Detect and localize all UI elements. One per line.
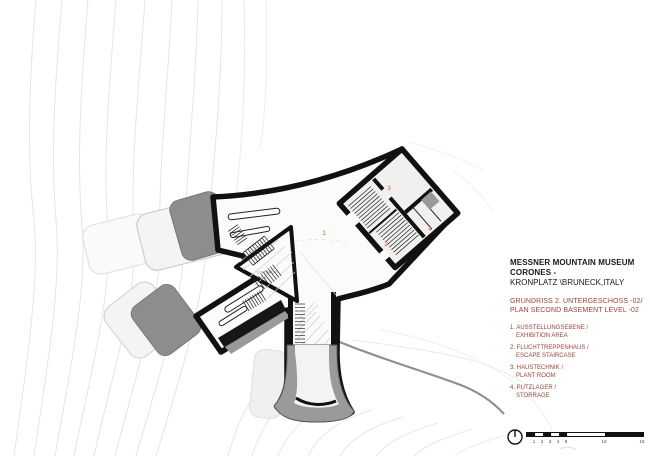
north-indicator-icon [506,428,524,446]
legend-item-de: 3. HAUSTECHNIK / [510,365,564,371]
legend-item-storage [510,384,645,400]
void-label-line2: VOID [259,276,268,280]
legend-item-en: PLANT ROOM [516,373,556,379]
legend-item-escape-staircase [510,344,645,360]
legend-item-de: 2. FLUCHTTREPPENHAUS / [510,345,589,351]
legend-item-en: STORRAGE [516,393,550,399]
legend [510,324,645,400]
scale-segment [551,433,559,436]
scale-segment [567,433,605,436]
room-number-exhibition: 1 [322,230,326,237]
scale-bar [526,432,644,437]
scale-segment [559,433,567,436]
scale-tick: 2 [540,439,544,444]
info-panel [510,258,645,404]
legend-item-de: 1. AUSSTELLUNGSEBENE / [510,325,589,331]
project-location: KRONPLATZ \BRUNECK,ITALY [510,278,625,287]
scale-tick: 4 [556,439,560,444]
project-title-line1: MESSNER MOUNTAIN MUSEUM [510,258,635,267]
legend-item-de: 4. PUTZLAGER / [510,385,557,391]
scale-tick: 1 [532,439,536,444]
scale-tick: 3 [548,439,552,444]
scale-segment [527,433,535,436]
room-number-storage: 4 [428,226,432,233]
project-title-line2: CORONES - [510,268,557,277]
scale-tick-labels [526,439,646,447]
room-number-escape-stair: 2 [384,241,388,248]
legend-item-en: ESCAPE STAIRCASE [516,353,576,359]
void-label-line1: LUFTRAUM [257,270,277,275]
scale-tick: 10 [601,439,607,444]
scale-segment [605,433,643,436]
plan-title-german: GRUNDRISS 2. UNTERGESCHOSS -02/ [510,298,643,305]
scale-segment [535,433,543,436]
scale-segment [543,433,551,436]
plan-title-english: PLAN SECOND BASEMENT LEVEL -02 [510,307,640,314]
scale-tick: 15 [639,439,645,444]
legend-item-en: EXHIBITION AREA [516,333,568,339]
scale-tick: 5 [564,439,568,444]
room-number-plant: 3 [387,185,391,192]
legend-item-plant-room [510,364,645,380]
legend-item-exhibition [510,324,645,340]
